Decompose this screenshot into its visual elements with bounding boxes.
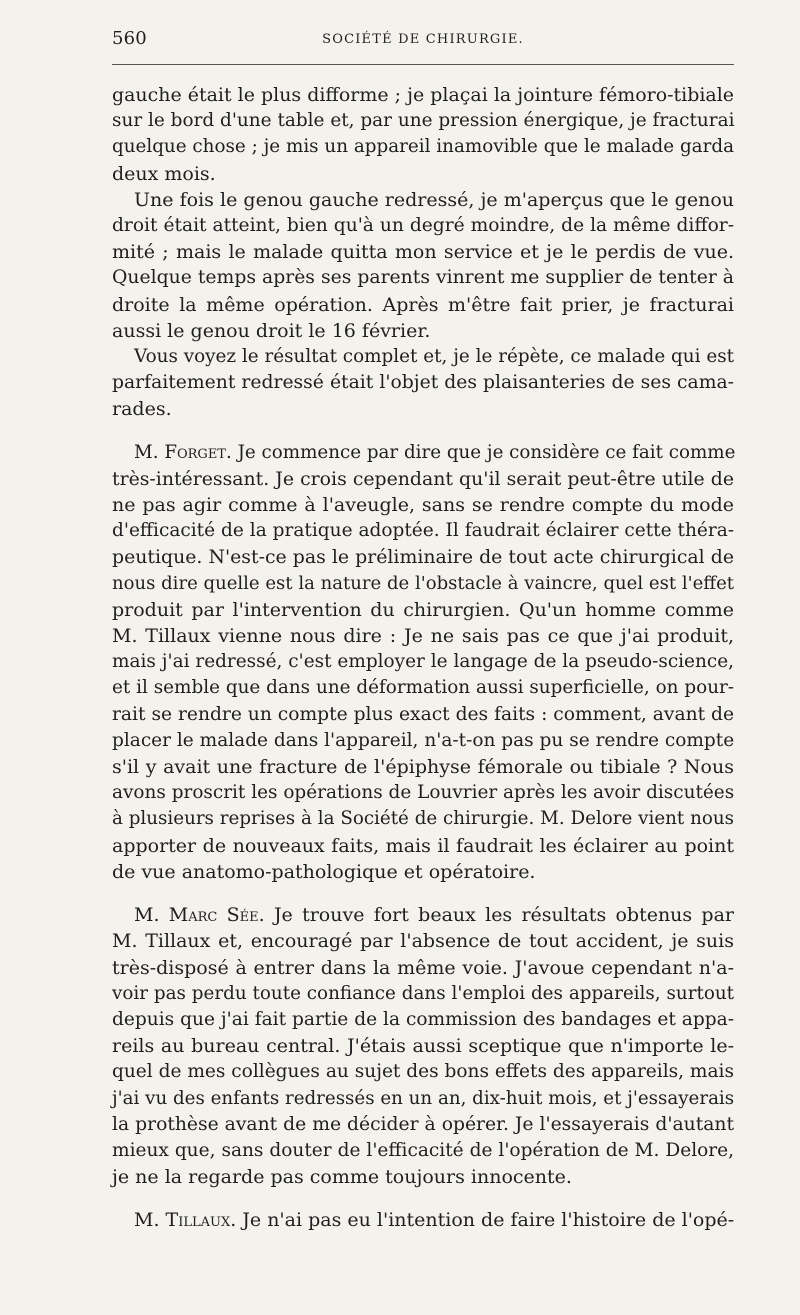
text-line: et il semble que dans une déformation aussi superficielle, on pour- [112,677,734,699]
text-line: produit par l'intervention du chirurgien. Qu'un homme comme [112,598,734,621]
text-line: apporter de nouveaux faits, mais il faudrait les éclairer au point [112,834,734,857]
text-line: Une fois le genou gauche redressé, je m'aperçus que le genou [134,188,734,211]
text-line: sur le bord d'une table et, par une pression énergique, je fracturai [112,110,735,132]
text-line: d'efficacité de la pratique adoptée. Il faudrait éclairer cette théra- [112,520,734,542]
text-line [112,440,734,466]
text-line: voir pas perdu toute confiance dans l'emploi des appareils, surtout [112,982,734,1004]
text-line: très-disposé à entrer dans la même voie. J'avoue cependant n'a- [112,956,734,979]
text-line [112,902,734,928]
text-line: reils au bureau central. J'étais aussi sceptique que n'importe le- [112,1035,734,1058]
text-line: Quelque temps après ses parents vinrent me supplier de tenter à [112,267,734,289]
text-line: à plusieurs reprises à la Société de chirurgie. M. Delore vient nous [112,808,734,830]
text-line: depuis que j'ai fait partie de la commission des bandages et appa- [112,1008,734,1030]
paragraph-tillaux [112,1207,734,1233]
header-rule [112,64,734,65]
text-line: M. Tillaux et, encouragé par l'absence de tout accident, je suis [112,930,734,953]
text-line: rait se rendre un compte plus exact des faits : comment, avant de [112,703,734,725]
text-line: aussi le genou droit le 16 février. [112,319,431,342]
text-line: rades. [112,398,172,421]
page-number: 560 [112,28,147,49]
paragraph-forget [112,440,734,885]
speech-start: Je n'ai pas eu l'intention de faire l'histoire de l'opé- [242,1209,735,1232]
text-line: très-intéressant. Je crois cependant qu'il serait peut-être utile de [112,467,734,490]
speaker-name: M. Forget. [134,441,232,463]
text-line: mieux que, sans douter de l'efficacité de l'opération de M. Delore, [112,1139,734,1161]
text-line: s'il y avait une fracture de l'épiphyse fémorale ou tibiale ? Nous [112,756,734,779]
text-line: je ne la regarde pas comme toujours innocente. [112,1166,572,1189]
running-head: SOCIÉTÉ DE CHIRURGIE. [322,32,524,47]
text-line: Vous voyez le résultat complet et, je le répète, ce malade qui est [134,346,734,368]
text-line: quelque chose ; je mis un appareil inamovible que le malade garda [112,136,734,158]
text-line: nous dire quelle est la nature de l'obstacle à vaincre, quel est l'effet [112,572,734,594]
speech-start: Je commence par dire que je considère ce fait comme [237,441,736,463]
speaker-name: M. Marc Sée. [134,904,265,927]
text-line: mité ; mais le malade quitta mon service et je le perdis de vue. [112,241,734,264]
paragraph-3 [112,344,734,423]
text-line: droite la même opération. Après m'être fait prier, je fracturai [112,293,734,316]
text-line: M. Tillaux vienne nous dire : Je ne sais pas ce que j'ai produit, [112,625,734,648]
text-line: deux mois. [112,162,216,185]
text-line: quel de mes collègues au sujet des bons effets des appareils, mais [112,1061,734,1083]
text-line: droit était atteint, bien qu'à un degré moindre, de la même diffor- [112,215,734,237]
text-line: peutique. N'est-ce pas le préliminaire de tout acte chirurgical de [112,546,734,569]
paragraph-marc-see [112,902,734,1190]
page-header [112,28,734,56]
body-text [112,82,734,1234]
text-line: de vue anatomo-pathologique et opératoire. [112,860,536,883]
text-line: placer le malade dans l'appareil, n'a-t-on pas pu se rendre compte [112,729,735,751]
text-line: gauche était le plus difforme ; je plaçai la jointure fémoro-tibiale [112,84,734,106]
speaker-name: M. Tillaux. [134,1209,237,1232]
text-line: la prothèse avant de me décider à opérer. Je l'essayerais d'autant [112,1113,734,1135]
text-line [112,1207,734,1233]
text-line: mais j'ai redressé, c'est employer le langage de la pseudo-science, [112,651,734,673]
text-line: ne pas agir comme à l'aveugle, sans se rendre compte du mode [112,494,734,517]
text-line: j'ai vu des enfants redressés en un an, dix-huit mois, et j'essayerais [112,1087,735,1109]
paragraph-1 [112,82,734,187]
speech-start: Je trouve fort beaux les résultats obtenus par [273,904,735,927]
paragraph-2 [112,187,734,344]
text-line: parfaitement redressé était l'objet des plaisanteries de ses cama- [112,372,734,394]
text-line: avons proscrit les opérations de Louvrier après les avoir discutées [112,782,735,804]
